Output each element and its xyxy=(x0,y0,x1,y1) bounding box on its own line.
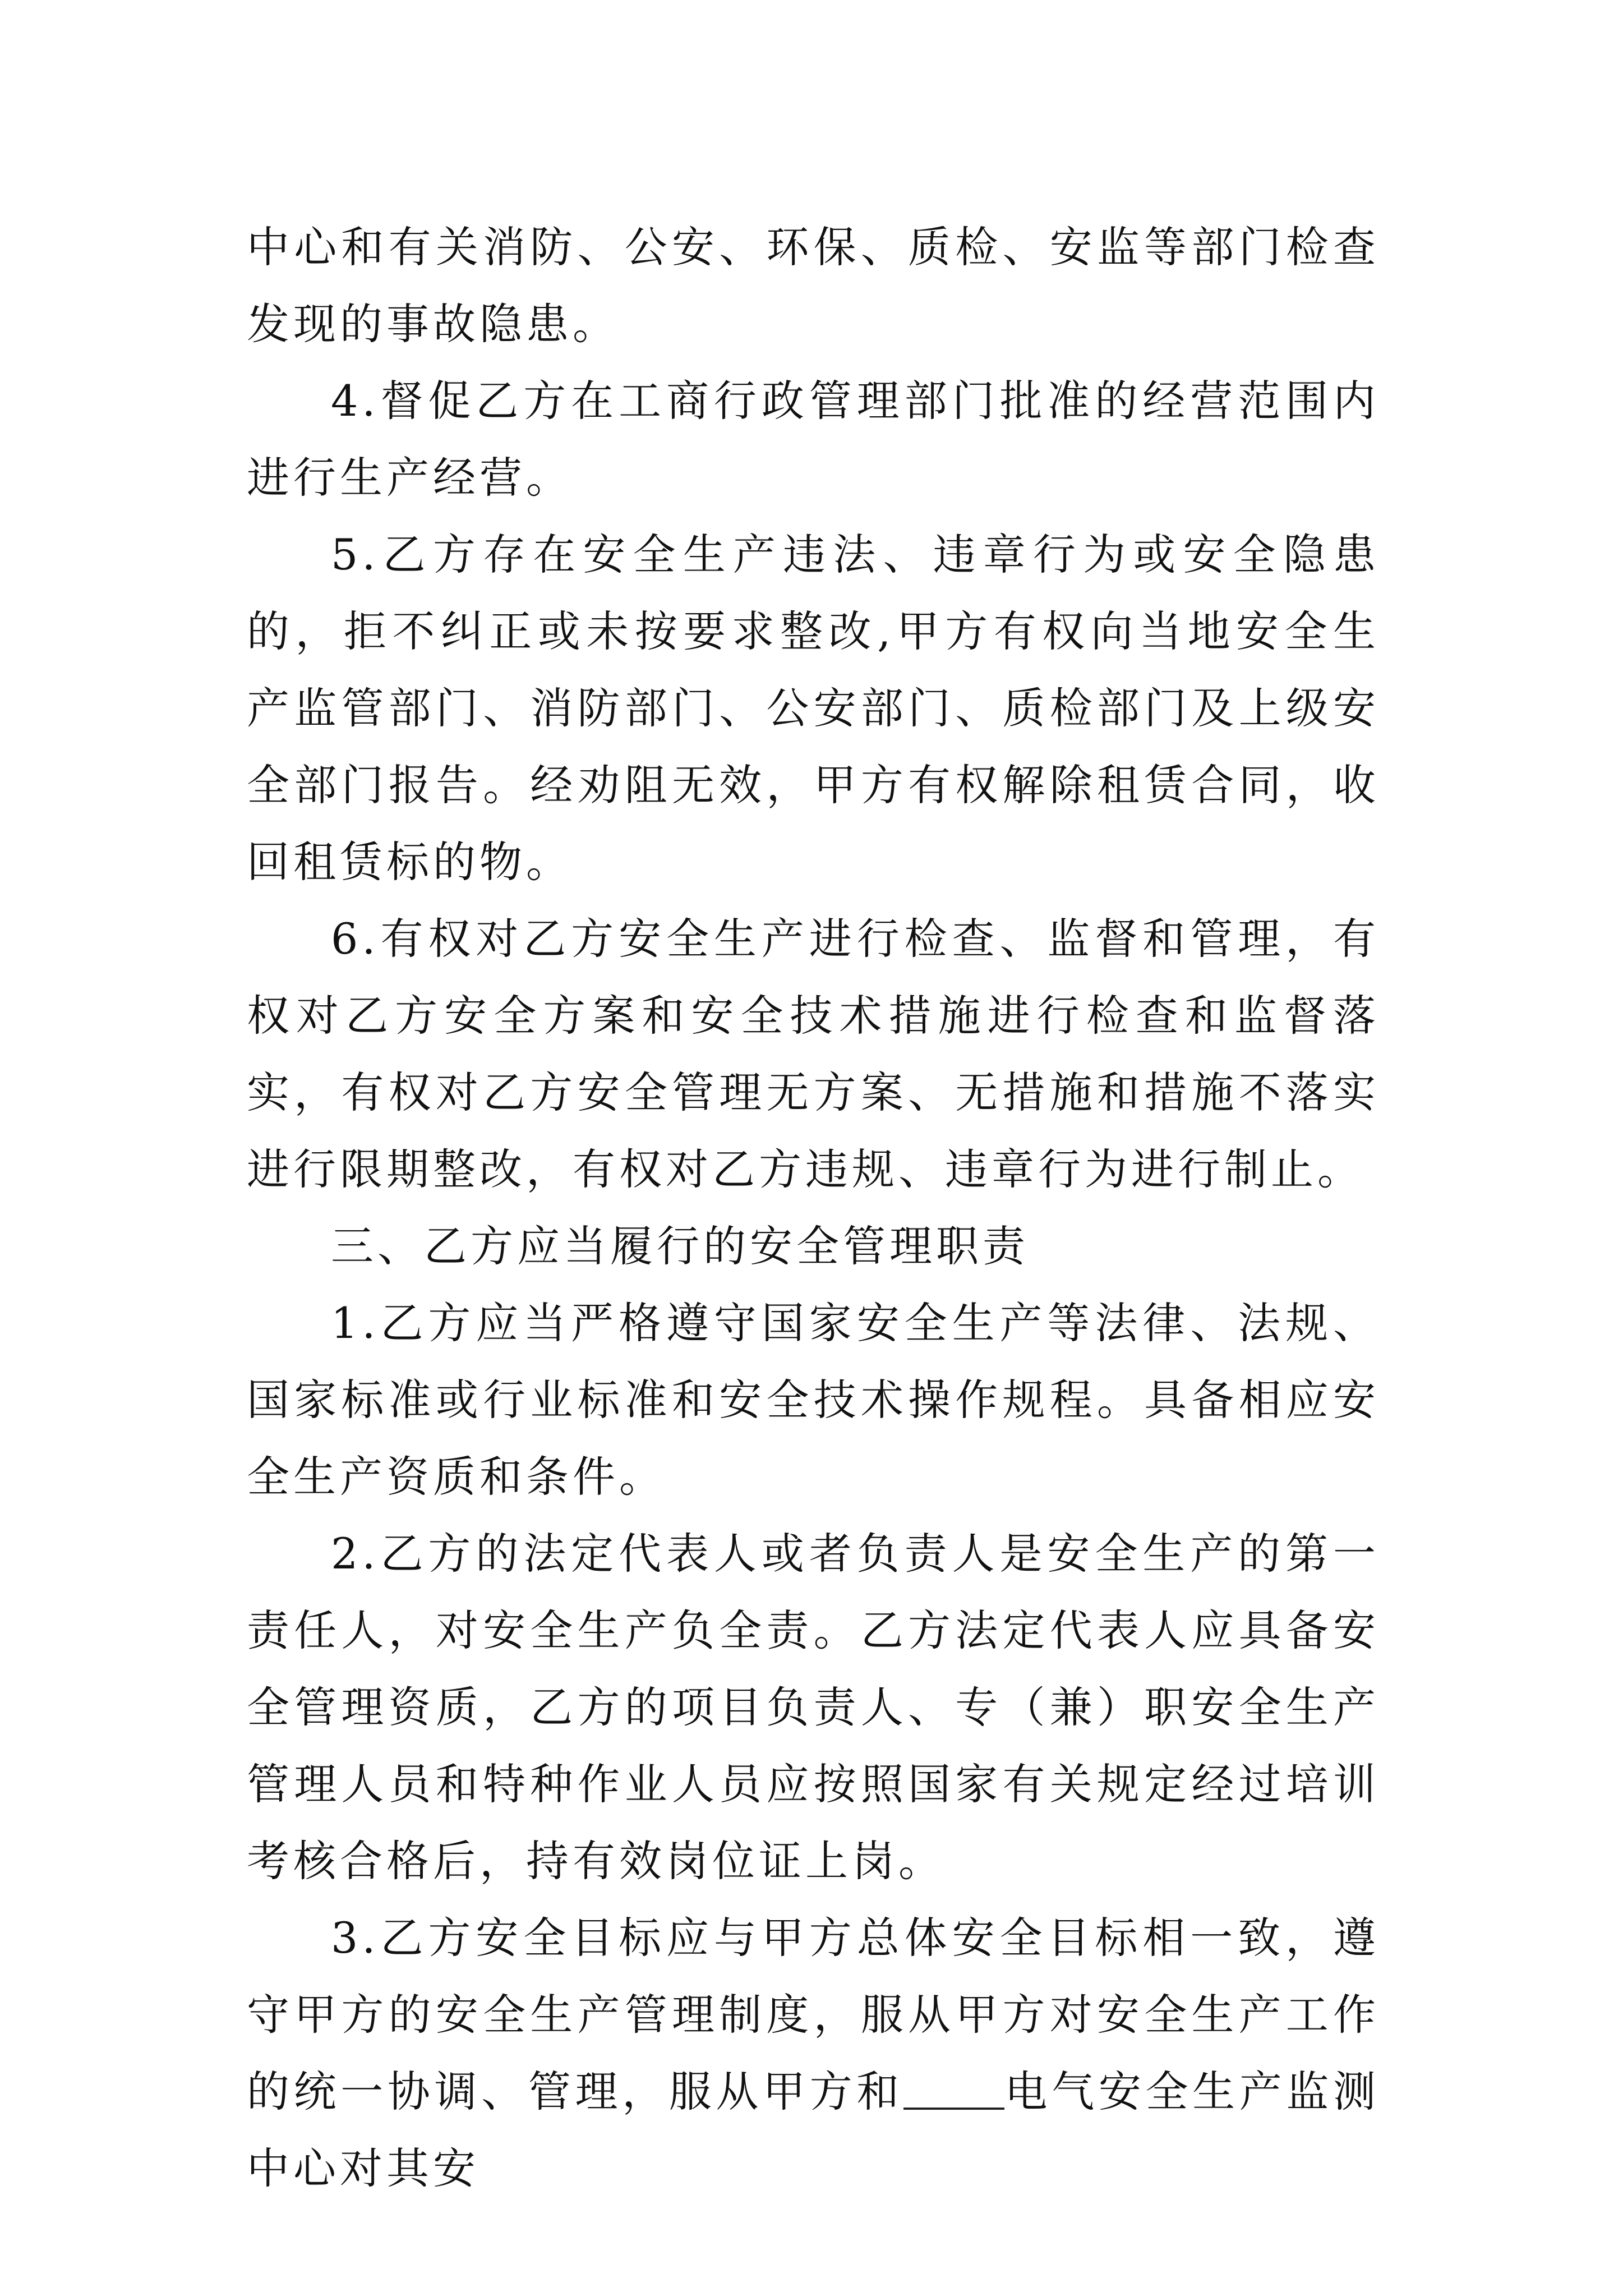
paragraph-item-6: 6.有权对乙方安全生产进行检查、监督和管理，有权对乙方安全方案和安全技术措施进行检查和监督落实，有权对乙方安全管理无方案、无措施和措施不落实进行限期整改，有权对乙方违规、违章行为进行制止。 xyxy=(247,914,1380,1194)
paragraph-item-2: 2.乙方的法定代表人或者负责人是安全生产的第一责任人，对安全生产负全责。乙方法定代表人应具备安全管理资质，乙方的项目负责人、专（兼）职安全生产管理人员和特种作业人员应按照国家有关规定经过培训考核合格后，持有效岗位证上岗。 xyxy=(247,1529,1380,1886)
paragraph-item-3 xyxy=(247,1899,1380,2207)
paragraph-item-5: 5.乙方存在安全生产违法、违章行为或安全隐患的，拒不纠正或未按要求整改,甲方有权向当地安全生产监管部门、消防部门、公安部门、质检部门及上级安全部门报告。经劝阻无效，甲方有权解除租赁合同，收回租赁标的物。 xyxy=(247,530,1380,887)
paragraph-item-1: 1.乙方应当严格遵守国家安全生产等法律、法规、国家标准或行业标准和安全技术操作规程。具备相应安全生产资质和条件。 xyxy=(247,1298,1380,1502)
fill-in-blank-line xyxy=(903,2065,1004,2110)
paragraph-continuation: 中心和有关消防、公安、环保、质检、安监等部门检查发现的事故隐患。 xyxy=(247,222,1380,349)
paragraph-item-3-text-after-blank: 电气安全生产监测中心对其安 xyxy=(247,2067,1380,2193)
paragraph-item-3-text-before-blank: 3.乙方安全目标应与甲方总体安全目标相一致，遵守甲方的安全生产管理制度，服从甲方对安全生产工作的统一协调、管理，服从甲方和 xyxy=(247,1913,1380,2116)
document-body xyxy=(247,209,1380,2207)
paragraph-item-4: 4.督促乙方在工商行政管理部门批准的经营范围内进行生产经营。 xyxy=(247,376,1380,503)
section-heading-three: 三、乙方应当履行的安全管理职责 xyxy=(331,1221,1029,1271)
